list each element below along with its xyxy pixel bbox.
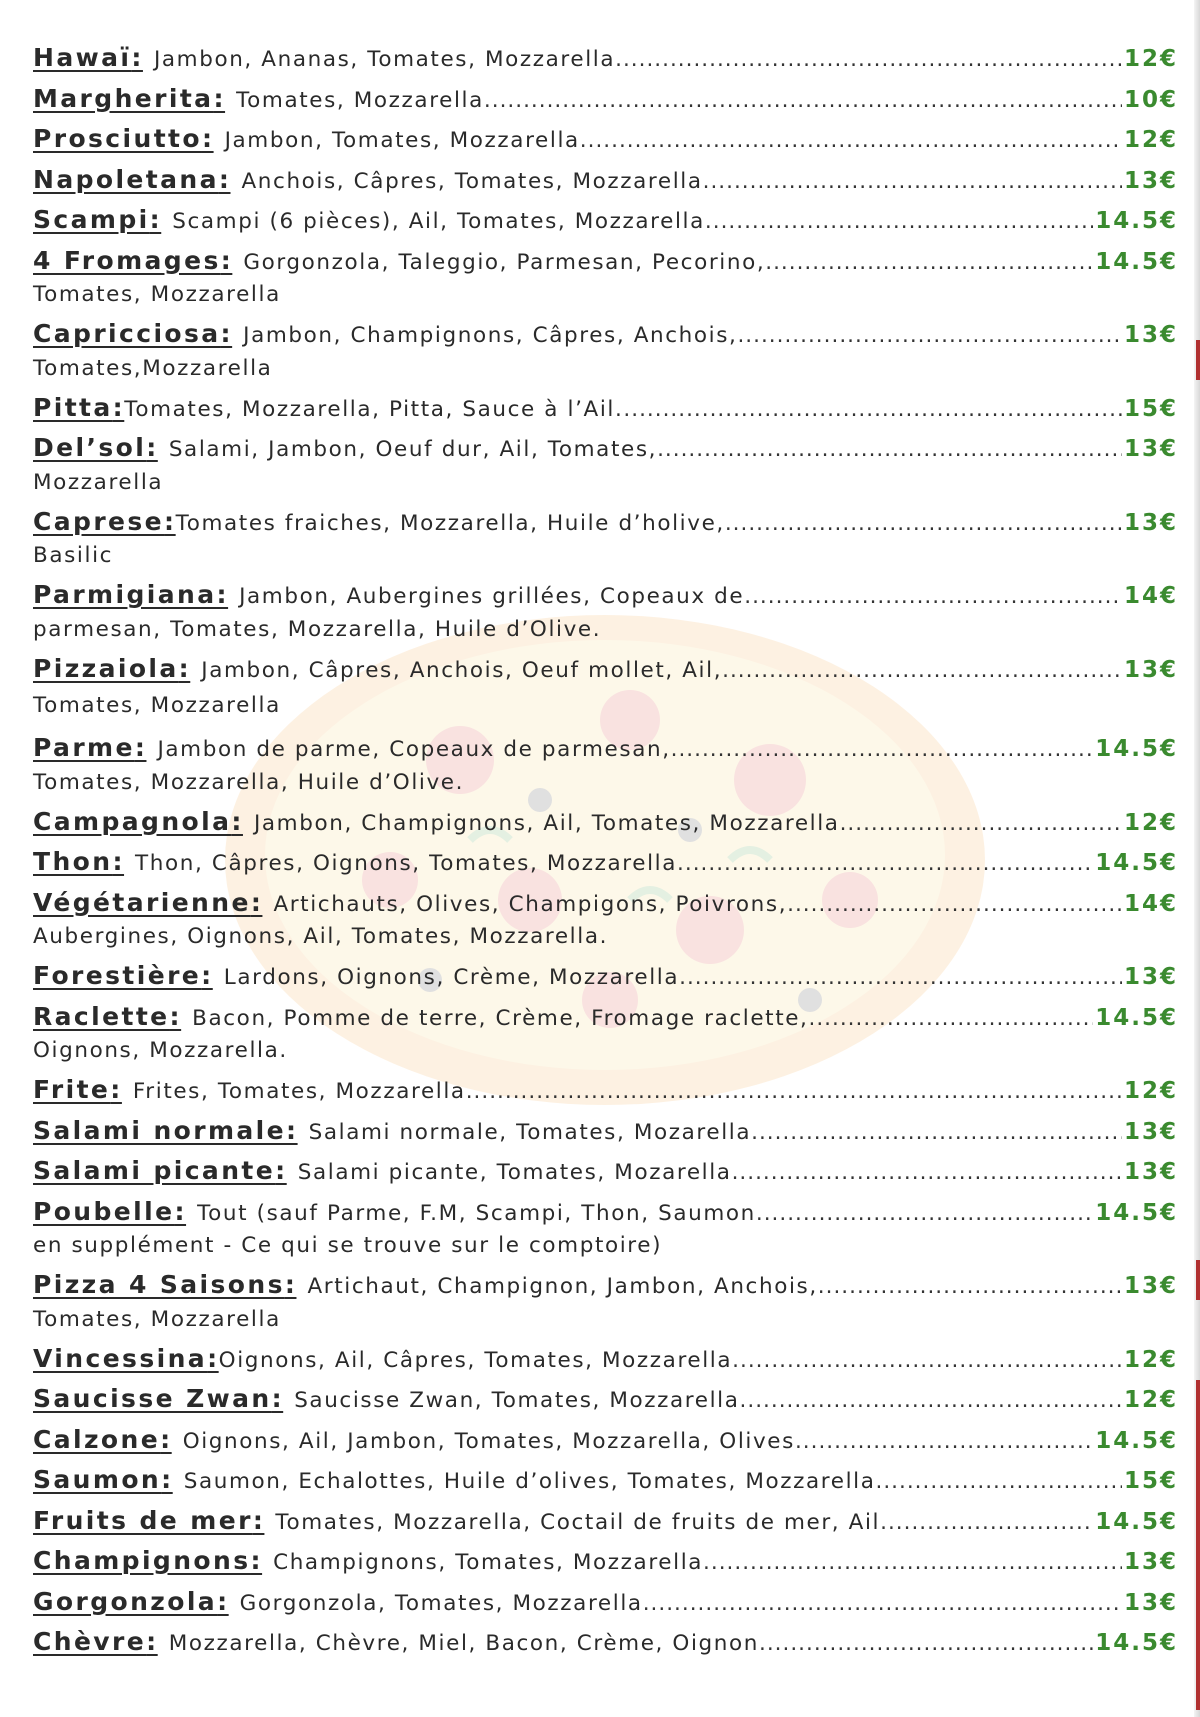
page-edge-mark [1196, 340, 1200, 380]
menu-item [33, 428, 1178, 502]
menu-item [33, 956, 1178, 997]
pizza-price: 13€ [1123, 656, 1178, 683]
pizza-name: Raclette [33, 1001, 170, 1031]
dot-leader [615, 40, 1122, 81]
dot-leader [732, 1341, 1122, 1382]
menu-item-line [33, 1111, 1178, 1152]
menu-item [33, 388, 1178, 429]
pizza-price: 12€ [1123, 127, 1178, 153]
menu-item-line [33, 728, 1178, 769]
pizza-ingredients: Jambon, Champignons, Câpres, Anchois, [243, 323, 738, 348]
name-separator: : [220, 245, 233, 275]
dot-leader [808, 999, 1093, 1040]
name-separator: : [252, 1505, 265, 1535]
menu-item [33, 38, 1178, 79]
dot-leader [677, 844, 1093, 885]
menu-item [33, 728, 1178, 802]
pizza-price: 15€ [1123, 1468, 1178, 1494]
name-separator: : [286, 1115, 298, 1145]
pizza-menu [33, 38, 1178, 1663]
pizza-ingredients-continued: Mozzarella [33, 469, 164, 495]
dot-leader [787, 885, 1122, 926]
pizza-ingredients: Saucisse Zwan, Tomates, Mozzarella [294, 1388, 740, 1413]
pizza-name: Prosciutto [33, 124, 202, 153]
pizza-name: Del’sol [33, 433, 147, 462]
pizza-ingredients: Jambon, Aubergines grillées, Copeaux de [239, 584, 745, 609]
menu-item [33, 802, 1178, 843]
pizza-ingredients: Salami, Jambon, Oeuf dur, Ail, Tomates, [168, 437, 658, 462]
page-edge-mark [1196, 1380, 1200, 1710]
pizza-price: 14.5€ [1095, 1199, 1178, 1226]
pizza-name: Saumon [33, 1465, 162, 1494]
dot-leader [657, 430, 1122, 471]
name-separator: : [217, 1586, 229, 1616]
menu-item [33, 649, 1178, 729]
menu-item [33, 1501, 1178, 1542]
pizza-ingredients: Salami picante, Tomates, Mozarella [297, 1160, 732, 1185]
name-separator: : [169, 1001, 182, 1031]
pizza-price: 13€ [1123, 1589, 1178, 1616]
menu-item-line [33, 1070, 1178, 1111]
menu-item-line [33, 1501, 1178, 1542]
pizza-name: Pitta [33, 392, 113, 422]
menu-item [33, 883, 1178, 957]
name-separator: : [250, 887, 263, 917]
pizza-price: 13€ [1123, 1549, 1178, 1575]
dot-leader [765, 243, 1093, 284]
name-separator: : [284, 1270, 297, 1299]
menu-item-line [33, 1379, 1178, 1420]
pizza-name: Parmigiana [33, 580, 217, 609]
pizza-ingredients-continued: en supplément - Ce qui se trouve sur le comptoire) [33, 1233, 663, 1258]
menu-item-line [33, 160, 1178, 201]
dot-leader [705, 202, 1093, 243]
page-edge-mark [1196, 1260, 1200, 1300]
menu-item [33, 200, 1178, 241]
menu-item [33, 1339, 1178, 1380]
pizza-price: 13€ [1123, 1273, 1178, 1299]
name-separator: : [134, 733, 147, 762]
menu-item [33, 119, 1178, 160]
menu-item-line [33, 1541, 1178, 1582]
pizza-ingredients-continued: Basilic [33, 543, 114, 568]
pizza-ingredients-continued: Tomates, Mozzarella [33, 693, 281, 718]
menu-item [33, 1582, 1178, 1623]
pizza-price: 14€ [1123, 890, 1178, 917]
pizza-price: 12€ [1123, 46, 1178, 72]
pizza-price: 14.5€ [1095, 1427, 1178, 1454]
name-separator: : [231, 806, 243, 836]
pizza-name: Calzone [33, 1424, 161, 1454]
pizza-name: Gorgonzola [33, 1586, 218, 1616]
pizza-price: 13€ [1123, 509, 1178, 536]
dot-leader [703, 1543, 1122, 1584]
name-separator: : [146, 433, 158, 462]
dot-leader [818, 1267, 1122, 1308]
dot-leader [756, 1194, 1093, 1235]
menu-item-line [33, 314, 1178, 355]
pizza-name: Poubelle [33, 1196, 175, 1226]
pizza-price: 14.5€ [1095, 1508, 1178, 1535]
menu-item [33, 1192, 1178, 1266]
menu-item [33, 997, 1178, 1071]
dot-leader [623, 390, 1122, 431]
pizza-ingredients-continued: Tomates, Mozzarella [33, 282, 281, 307]
menu-item [33, 502, 1178, 576]
pizza-name: Végétarienne [33, 887, 251, 917]
menu-item-line [33, 1582, 1178, 1623]
menu-item-line [33, 1151, 1178, 1192]
pizza-ingredients: Artichaut, Champignon, Jambon, Anchois, [307, 1274, 818, 1299]
menu-item-line [33, 956, 1178, 997]
menu-item-line [33, 38, 1178, 79]
pizza-ingredients-continued: Tomates, Mozzarella, Huile d’Olive. [33, 769, 465, 795]
pizza-price: 13€ [1123, 964, 1178, 990]
menu-item [33, 241, 1178, 315]
pizza-ingredients: Tomates, Mozzarella [236, 87, 484, 113]
dot-leader [744, 577, 1122, 618]
name-separator: : [201, 124, 214, 153]
name-separator: : [112, 847, 125, 876]
pizza-price: 14.5€ [1095, 208, 1178, 234]
pizza-ingredients: Lardons, Oignons, Crème, Mozzarella [223, 965, 680, 990]
pizza-name: Fruits de mer [33, 1505, 253, 1535]
menu-item-line [33, 502, 1178, 543]
pizza-ingredients: Gorgonzola, Taleggio, Parmesan, Pecorino, [243, 249, 766, 275]
menu-item-line [33, 79, 1178, 120]
dot-leader [703, 162, 1122, 203]
pizza-ingredients: Salami normale, Tomates, Mozarella [308, 1119, 752, 1145]
name-separator: : [131, 43, 143, 72]
menu-item [33, 1622, 1178, 1663]
pizza-name: Napoletana [33, 164, 219, 194]
dot-leader [732, 1153, 1122, 1194]
pizza-name: Forestière [33, 961, 202, 990]
pizza-name: Pizzaiola [33, 653, 179, 683]
pizza-name: 4 Fromages [33, 245, 221, 275]
name-separator: : [216, 580, 229, 609]
menu-item-line [33, 241, 1178, 282]
pizza-price: 14€ [1123, 583, 1178, 609]
dot-leader [759, 1624, 1093, 1665]
pizza-ingredients: Champignons, Tomates, Mozzarella [273, 1550, 704, 1575]
menu-item-line [33, 883, 1178, 924]
menu-item-line [33, 575, 1178, 616]
pizza-price: 12€ [1123, 1387, 1178, 1413]
pizza-ingredients: Artichauts, Olives, Champigons, Poivrons, [273, 891, 788, 917]
menu-item [33, 1151, 1178, 1192]
name-separator: : [149, 205, 162, 234]
pizza-price: 13€ [1123, 167, 1178, 194]
name-separator: : [218, 164, 231, 194]
pizza-name: Salami normale [33, 1115, 286, 1145]
pizza-name: Thon [33, 847, 113, 876]
name-separator: : [174, 1196, 187, 1226]
name-separator: : [201, 961, 213, 990]
menu-item-line [33, 649, 1178, 690]
menu-item [33, 79, 1178, 120]
pizza-price: 15€ [1123, 395, 1178, 422]
pizza-ingredients: Jambon, Câpres, Anchois, Oeuf mollet, Ail, [201, 657, 723, 683]
pizza-name: Frite [33, 1075, 111, 1104]
menu-item-line [33, 428, 1178, 469]
pizza-ingredients: Frites, Tomates, Mozzarella [132, 1079, 466, 1104]
pizza-name: Parme [33, 733, 135, 762]
pizza-price: 13€ [1123, 1118, 1178, 1145]
menu-item [33, 575, 1178, 649]
name-separator: : [112, 392, 125, 422]
pizza-price: 12€ [1123, 1078, 1178, 1104]
menu-item-line [33, 200, 1178, 241]
name-separator: : [146, 1627, 158, 1656]
menu-item-line [33, 1420, 1178, 1461]
dot-leader [580, 121, 1122, 162]
pizza-name: Caprese [33, 506, 165, 536]
pizza-ingredients: Jambon, Ananas, Tomates, Mozzarella [153, 47, 616, 72]
pizza-price: 14.5€ [1095, 736, 1178, 762]
dot-leader [840, 804, 1122, 845]
pizza-ingredients: Jambon, Tomates, Mozzarella [224, 128, 580, 153]
name-separator: : [220, 319, 233, 348]
name-separator: : [164, 506, 176, 536]
dot-leader [737, 316, 1122, 357]
pizza-name: Pizza 4 Saisons [33, 1270, 285, 1299]
dot-leader [671, 730, 1094, 771]
pizza-ingredients-continued: Aubergines, Oignons, Ail, Tomates, Mozzarella. [33, 924, 609, 949]
pizza-ingredients: Tomates fraiches, Mozzarella, Huile d’holive, [175, 510, 725, 536]
name-separator: : [213, 83, 226, 113]
menu-item-line [33, 388, 1178, 429]
pizza-ingredients-continued: Oignons, Mozzarella. [33, 1038, 288, 1063]
pizza-price: 14.5€ [1095, 850, 1178, 876]
pizza-price: 13€ [1123, 436, 1178, 462]
pizza-ingredients: Thon, Câpres, Oignons, Tomates, Mozzarella [135, 851, 678, 876]
pizza-name: Saucisse Zwan [33, 1384, 272, 1413]
menu-item [33, 1460, 1178, 1501]
name-separator: : [271, 1384, 284, 1413]
menu-item-line [33, 802, 1178, 843]
menu-item [33, 842, 1178, 883]
pizza-ingredients: Jambon de parme, Copeaux de parmesan, [157, 737, 671, 762]
menu-item-line [33, 997, 1178, 1038]
pizza-ingredients: Oignons, Ail, Câpres, Tomates, Mozzarella [218, 1347, 733, 1373]
name-separator: : [160, 1424, 172, 1454]
menu-item-line [33, 1622, 1178, 1663]
menu-item-line [33, 1460, 1178, 1501]
name-separator: : [161, 1465, 173, 1494]
pizza-name: Hawaï [33, 43, 132, 72]
menu-item-line [33, 1265, 1178, 1306]
pizza-name: Margherita [33, 83, 214, 113]
pizza-name: Scampi [33, 205, 150, 234]
pizza-price: 14.5€ [1095, 1630, 1178, 1656]
dot-leader [484, 81, 1122, 122]
name-separator: : [207, 1343, 219, 1373]
menu-item [33, 160, 1178, 201]
menu-item [33, 1070, 1178, 1111]
pizza-name: Vincessina [33, 1343, 208, 1373]
pizza-ingredients: Anchois, Câpres, Tomates, Mozzarella [241, 168, 703, 194]
menu-item [33, 314, 1178, 388]
pizza-name: Chèvre [33, 1627, 147, 1656]
menu-item [33, 1420, 1178, 1461]
pizza-ingredients: Bacon, Pomme de terre, Crème, Fromage raclette, [192, 1005, 809, 1031]
pizza-ingredients: Jambon, Champignons, Ail, Tomates, Mozzarella [253, 810, 840, 836]
pizza-ingredients: Scampi (6 pièces), Ail, Tomates, Mozzarella [172, 209, 705, 234]
menu-item [33, 1265, 1178, 1339]
dot-leader [679, 958, 1122, 999]
dot-leader [880, 1503, 1093, 1544]
pizza-price: 14.5€ [1095, 248, 1178, 275]
dot-leader [722, 651, 1122, 692]
pizza-name: Champignons [33, 1546, 251, 1575]
menu-item-line [33, 842, 1178, 883]
dot-leader [876, 1462, 1122, 1503]
pizza-price: 13€ [1123, 1159, 1178, 1185]
name-separator: : [110, 1075, 122, 1104]
dot-leader [740, 1381, 1122, 1422]
name-separator: : [178, 653, 191, 683]
pizza-price: 14.5€ [1095, 1004, 1178, 1031]
pizza-ingredients: Tout (sauf Parme, F.M, Scampi, Thon, Saumon [197, 1200, 756, 1226]
menu-item [33, 1379, 1178, 1420]
pizza-ingredients-continued: Tomates, Mozzarella [33, 1306, 281, 1332]
dot-leader [466, 1072, 1122, 1113]
pizza-ingredients: Tomates, Mozzarella, Coctail de fruits de mer, Ail [275, 1509, 881, 1535]
name-separator: : [275, 1156, 287, 1185]
dot-leader [643, 1584, 1122, 1625]
dot-leader [795, 1422, 1093, 1463]
menu-item-line [33, 1192, 1178, 1233]
pizza-ingredients: Mozzarella, Chèvre, Miel, Bacon, Crème, Oignon [168, 1631, 759, 1656]
dot-leader [725, 504, 1122, 545]
pizza-price: 12€ [1123, 1346, 1178, 1373]
menu-item [33, 1111, 1178, 1152]
pizza-ingredients: Saumon, Echalottes, Huile d’olives, Tomates, Mozzarella [183, 1469, 876, 1494]
pizza-ingredients: Tomates, Mozzarella, Pitta, Sauce à l’Ail. [124, 396, 624, 422]
pizza-price: 13€ [1123, 322, 1178, 348]
pizza-name: Capricciosa [33, 319, 221, 348]
menu-item-line [33, 1339, 1178, 1380]
pizza-name: Salami picante [33, 1156, 276, 1185]
menu-item-line [33, 119, 1178, 160]
pizza-ingredients: Oignons, Ail, Jambon, Tomates, Mozzarella, Olives [182, 1428, 795, 1454]
dot-leader [751, 1113, 1122, 1154]
pizza-ingredients: Gorgonzola, Tomates, Mozzarella [239, 1590, 643, 1616]
name-separator: : [250, 1546, 263, 1575]
pizza-price: 10€ [1123, 86, 1178, 113]
menu-item [33, 1541, 1178, 1582]
pizza-name: Campagnola [33, 806, 232, 836]
pizza-ingredients-continued: Tomates,Mozzarella [33, 355, 273, 381]
pizza-ingredients-continued: parmesan, Tomates, Mozzarella, Huile d’Olive. [33, 616, 602, 642]
pizza-price: 12€ [1123, 809, 1178, 836]
